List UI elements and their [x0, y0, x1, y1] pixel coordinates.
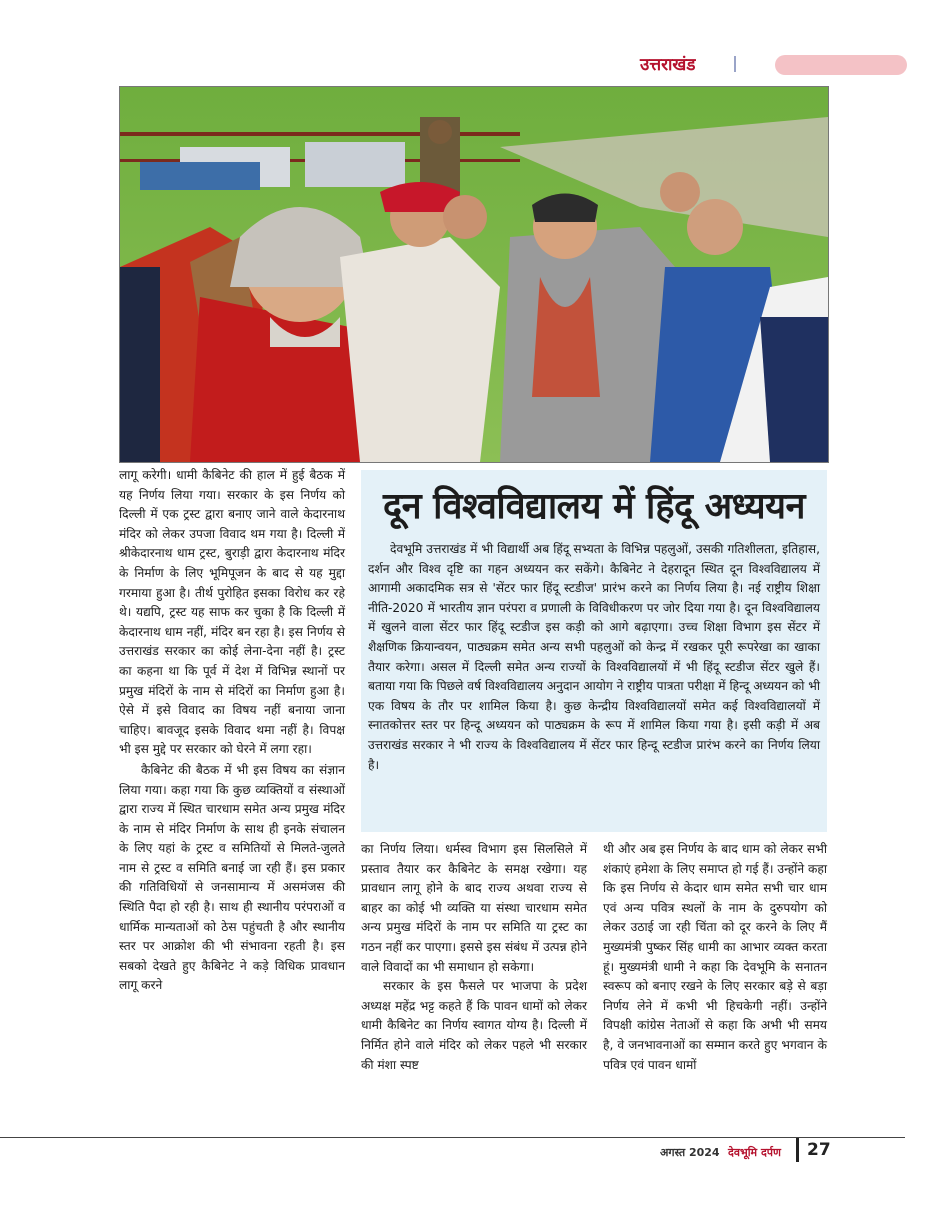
article-column-1 — [119, 466, 345, 996]
paragraph: का निर्णय लिया। धर्मस्व विभाग इस सिलसिले में प्रस्ताव तैयार कर कैबिनेट के समक्ष रखेगा। यह प्रावधान लागू होने के बाद राज्य अथवा राज्य से बाहर का कोई भी व्यक्ति या संस्था चारधाम समेत अन्य प्रमुख मंदिरों के नाम पर समिति या ट्रस्ट का गठन नहीं कर पाएगा। इससे इस संबंध में उत्पन्न होने वाले विवादों का भी समाधान हो सकेगा। — [361, 842, 587, 974]
paragraph: सरकार के इस फैसले पर भाजपा के प्रदेश अध्यक्ष महेंद्र भट्ट कहते हैं कि पावन धामों को लेकर धामी कैबिनेट का निर्णय स्वागत योग्य है। दिल्ली में निर्मित होने वाले मंदिर को लेकर पहले भी सरकार की मंशा स्पष्ट — [361, 979, 587, 1072]
page-number: 27 — [807, 1140, 831, 1160]
article-photo — [119, 86, 829, 463]
paragraph: थी और अब इस निर्णय के बाद धाम को लेकर सभी शंकाएं हमेशा के लिए समाप्त हो गई हैं। उन्होंने कहा कि इस निर्णय से केदार धाम समेत सभी चार धाम एवं अन्य पवित्र स्थलों के नाम के दुरुपयोग को लेकर उठाई जा रही चिंता को दूर करने के लिए मैं मुख्यमंत्री पुष्कर सिंह धामी का आभार व्यक्त करता हूं। मुख्यमंत्री धामी ने कहा कि देवभूमि के सनातन स्वरूप को बनाए रखने के लिए सरकार बड़े से बड़ा निर्णय लेने में कभी भी हिचकेगी नहीं। उन्होंने विपक्षी कांग्रेस नेताओं से कहा कि अभी भी समय है, वे जनभावनाओं का सम्मान करते हुए भगवान के पवित्र एवं पावन धामों — [603, 842, 827, 1072]
issue-date: अगस्त 2024 — [660, 1146, 720, 1159]
header-divider — [734, 56, 736, 72]
paragraph: कैबिनेट की बैठक में भी इस विषय का संज्ञान लिया गया। कहा गया कि कुछ व्यक्तियों व संस्थाओं द्वारा राज्य में स्थित चारधाम समेत अन्य प्रमुख मंदिर के नाम से मंदिर निर्माण के साथ ही इनके संचालन के लिए यहां के ट्रस्ट व समितियों से मिलते-जुलते नाम से ट्रस्ट व समिति बनाई जा रही हैं। इस प्रकार की गतिविधियों से जनसामान्य में असमंजस की स्थिति पैदा हो रही है। साथ ही स्थानीय परंपराओं व धार्मिक मान्यताओं को ठेस पहुंचती है और स्थानीय स्तर पर आक्रोश की भी संभावना रहती है। इस सबको देखते हुए कैबिनेट ने कड़े विधिक प्रावधान लागू करने — [119, 762, 345, 993]
footer-divider — [796, 1138, 799, 1162]
ceremony-photo-icon — [120, 87, 828, 462]
paragraph: लागू करेगी। धामी कैबिनेट की हाल में हुई बैठक में यह निर्णय लिया गया। सरकार के इस निर्णय को दिल्ली में एक ट्रस्ट द्वारा बनाए जाने वाले केदारनाथ मंदिर को लेकर उपजा विवाद थम गया है। दिल्ली में श्रीकेदारनाथ धाम ट्रस्ट, बुराड़ी द्वारा केदारनाथ मंदिर के निर्माण के लिए भूमिपूजन के बाद से यह मुद्दा गरमाया हुआ है। तीर्थ पुरोहित इसका विरोध कर रहे थे। यद्यपि, ट्रस्ट यह साफ कर चुका है कि दिल्ली में केदारनाथ धाम नहीं, मंदिर बन रहा है। इस निर्णय से उत्तराखंड सरकार का कोई लेना-देना नहीं है। ट्रस्ट का कहना था कि पूर्व में देश में विभिन्न स्थानों पर प्रमुख मंदिरों के नाम से मंदिरों का निर्माण हुआ है। ऐसे में इसे विवाद का विषय नहीं बनाया जाना चाहिए। बावजूद इसके विवाद थमा नहीं है। विपक्ष भी इस मुद्दे पर सरकार को घेरने में लगा रहा। — [119, 468, 345, 757]
magazine-logo: देवभूमि दर्पण — [728, 1146, 781, 1159]
box-title: दून विश्वविद्यालय में हिंदू अध्ययन — [383, 486, 805, 527]
article-column-3 — [603, 840, 827, 1075]
header-decoration — [775, 55, 907, 75]
article-column-2 — [361, 840, 587, 1075]
box-body: देवभूमि उत्तराखंड में भी विद्यार्थी अब हिंदू सभ्यता के विभिन्न पहलुओं, उसकी गतिशीलता, इतिहास, दर्शन और विश्व दृष्टि का गहन अध्ययन कर सकेंगे। कैबिनेट ने देहरादून स्थित दून विश्वविद्यालय में आगामी अकादमिक सत्र से 'सेंटर फार हिंदू स्टडीज' प्रारंभ करने का निर्णय लिया है। नई राष्ट्रीय शिक्षा नीति-2020 में भारतीय ज्ञान परंपरा व प्रणाली के विविधीकरण पर जोर दिया गया है। दून विश्वविद्यालय में खुलने वाला सेंटर फार हिंदू स्टडीज इस कड़ी को आगे बढ़ाएगा। उच्च शिक्षा विभाग इस सेंटर में शैक्षणिक क्रियान्वयन, पाठ्यक्रम समेत अन्य सभी पहलुओं को केन्द्र में रखकर पूरी रूपरेखा का खाका तैयार करेगा। असल में दिल्ली समेत अन्य राज्यों के विश्वविद्यालयों में भी हिंदू स्टडीज सेंटर खुले हैं। बताया गया कि पिछले वर्ष विश्वविद्यालय अनुदान आयोग ने राष्ट्रीय पात्रता परीक्षा में हिन्दू अध्ययन को भी एक विषय के तौर पर शामिल किया है। कुछ केन्द्रीय विश्वविद्यालयों समेत कई विश्वविद्यालयों में स्नातकोत्तर स्तर पर हिन्दू अध्ययन को पाठ्यक्रम के रूप में शामिल किया गया है। इसी कड़ी में अब उत्तराखंड सरकार ने भी राज्य के विश्वविद्यालय में सेंटर फार हिन्दू स्टडीज प्रारंभ करने का निर्णय लिया है। — [368, 542, 820, 772]
footer-rule — [0, 1137, 905, 1138]
sidebar-box — [361, 470, 827, 832]
section-title: उत्तराखंड — [640, 55, 696, 75]
